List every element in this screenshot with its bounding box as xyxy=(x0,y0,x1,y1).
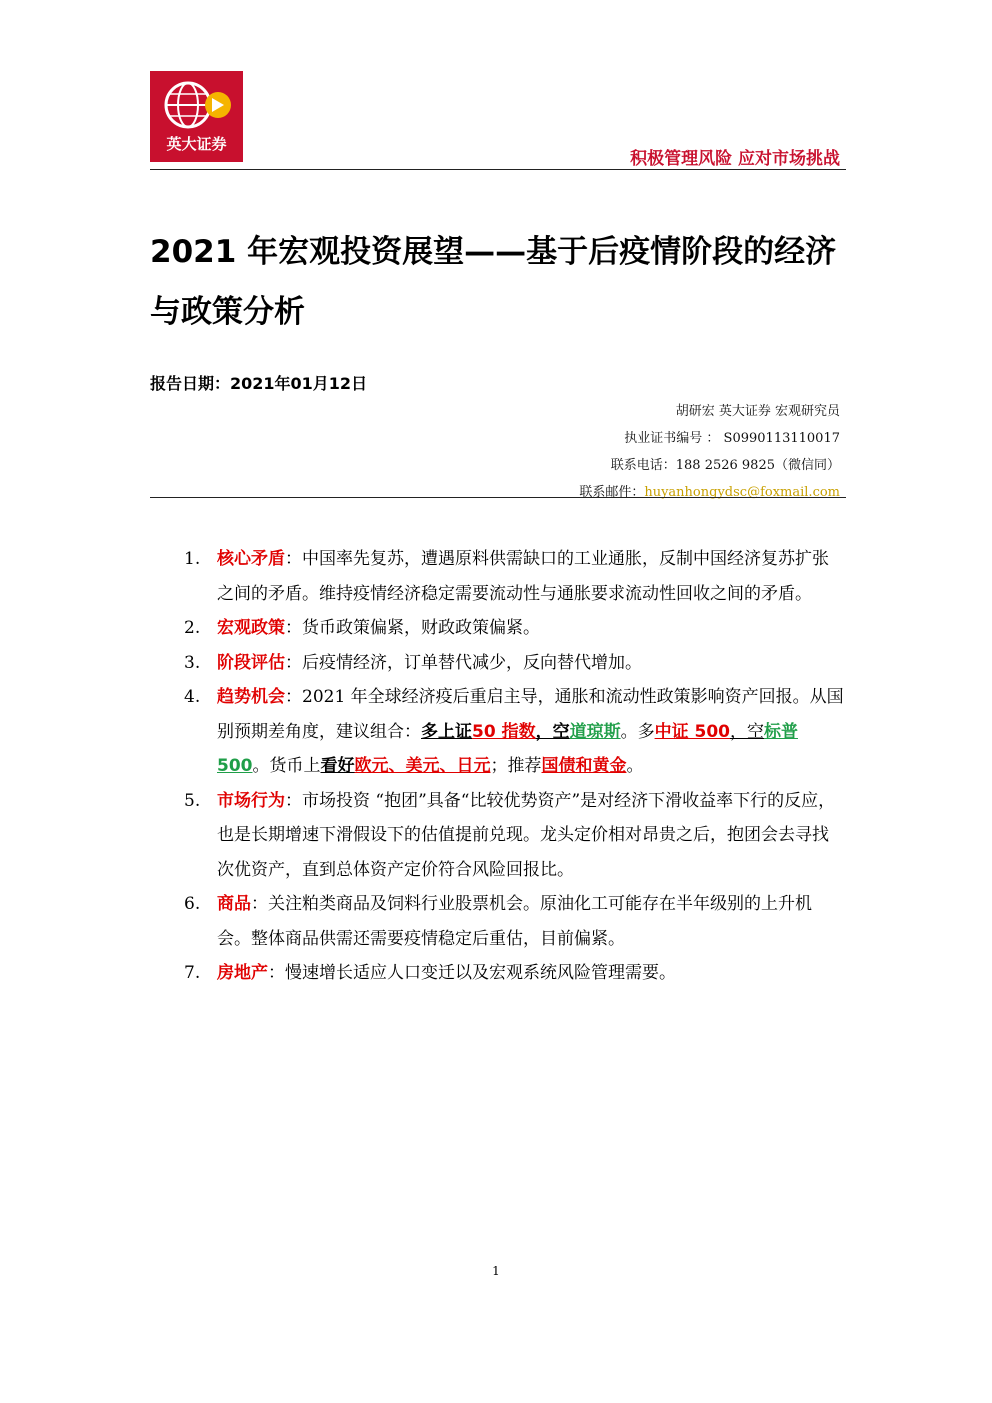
list-item: 1. 核心矛盾：中国率先复苏，遭遇原料供需缺口的工业通胀，反制中国经济复苏扩张之间的矛盾。维持疫情经济稳定需要流动性与通胀要求流动性回收之间的矛盾。 xyxy=(184,542,844,611)
item-text: 中国率先复苏，遭遇原料供需缺口的工业通胀，反制中国经济复苏扩张之间的矛盾。维持疫情经济稳定需要流动性与通胀要求流动性回收之间的矛盾。 xyxy=(217,549,829,604)
author-block xyxy=(579,398,840,506)
item-number: 3. xyxy=(184,652,201,673)
item-text: 关注粕类商品及饲料行业股票机会。原油化工可能存在半年级别的上升机会。整体商品供需还需要疫情稳定后重估，目前偏紧。 xyxy=(217,894,812,949)
list-item: 7. 房地产：慢速增长适应人口变迁以及宏观系统风险管理需要。 xyxy=(184,956,844,991)
item-heading: 房地产 xyxy=(217,963,268,983)
header-slogan: 积极管理风险 应对市场挑战 xyxy=(630,149,840,169)
item-text: 慢速增长适应人口变迁以及宏观系统风险管理需要。 xyxy=(285,963,676,983)
item-number: 4. xyxy=(184,687,201,707)
item-number: 5. xyxy=(184,790,201,811)
item-heading: 宏观政策 xyxy=(217,618,285,638)
email-label: 联系邮件： xyxy=(579,485,645,500)
header-divider xyxy=(150,169,846,170)
list-item: 3. 阶段评估：后疫情经济，订单替代减少，反向替代增加。 xyxy=(184,646,844,681)
page-number: 1 xyxy=(492,1264,500,1278)
item-heading: 阶段评估 xyxy=(217,652,285,673)
author-phone: 联系电话：188 2526 9825（微信同） xyxy=(610,458,840,473)
key-points-list xyxy=(184,542,844,991)
item-number: 2. xyxy=(184,618,201,638)
author-email-line xyxy=(579,479,840,506)
logo-text: 英大证券 xyxy=(166,135,227,153)
item-heading: 趋势机会 xyxy=(217,687,285,707)
author-name: 胡研宏 英大证券 宏观研究员 xyxy=(675,404,840,419)
item-text: 市场投资 “抱团”具备“比较优势资产”是对经济下滑收益率下行的反应，也是长期增速下滑假设下的估值提前兑现。龙头定价相对昂贵之后，抱团会去寻找次优资产，直到总体资产定价符合风险回报比。 xyxy=(217,790,836,880)
report-date: 报告日期：2021年01月12日 xyxy=(150,374,368,393)
author-email-link[interactable]: huyanhongydsc@foxmail.com xyxy=(644,485,840,500)
item-number: 6. xyxy=(184,894,201,914)
list-item: 4. 趋势机会：2021 年全球经济疫后重启主导，通胀和流动性政策影响资产回报。从国别预期差角度，建议组合：多上证50 指数，空道琼斯。多中证 500，空标普 500。货币上看好欧元、美元、日元；推荐国债和黄金。 xyxy=(184,680,844,784)
item-heading: 核心矛盾 xyxy=(217,549,285,569)
author-license: 执业证书编号 ： S0990113110017 xyxy=(624,431,840,446)
item-heading: 市场行为 xyxy=(217,790,285,811)
document-title: 2021 年宏观投资展望——基于后疫情阶段的经济与政策分析 xyxy=(150,234,837,330)
item-heading: 商品 xyxy=(217,894,251,914)
list-item: 5. 市场行为：市场投资 “抱团”具备“比较优势资产”是对经济下滑收益率下行的反应，也是长期增速下滑假设下的估值提前兑现。龙头定价相对昂贵之后，抱团会去寻找次优资产，直到总体资产定价符合风险回报比。 xyxy=(184,784,844,888)
item-number: 7. xyxy=(184,963,201,983)
item-text: 货币政策偏紧，财政政策偏紧。 xyxy=(302,618,540,638)
company-logo xyxy=(150,71,243,162)
item-number: 1. xyxy=(184,549,201,569)
author-divider xyxy=(150,497,846,498)
item-text: 2021 年全球经济疫后重启主导，通胀和流动性政策影响资产回报。从国别预期差角度，建议组合： xyxy=(217,687,844,742)
item-text: 后疫情经济，订单替代减少，反向替代增加。 xyxy=(302,652,642,673)
logo-globe-icon xyxy=(160,77,233,133)
list-item: 6. 商品：关注粕类商品及饲料行业股票机会。原油化工可能存在半年级别的上升机会。整体商品供需还需要疫情稳定后重估，目前偏紧。 xyxy=(184,887,844,956)
list-item: 2. 宏观政策：货币政策偏紧，财政政策偏紧。 xyxy=(184,611,844,646)
